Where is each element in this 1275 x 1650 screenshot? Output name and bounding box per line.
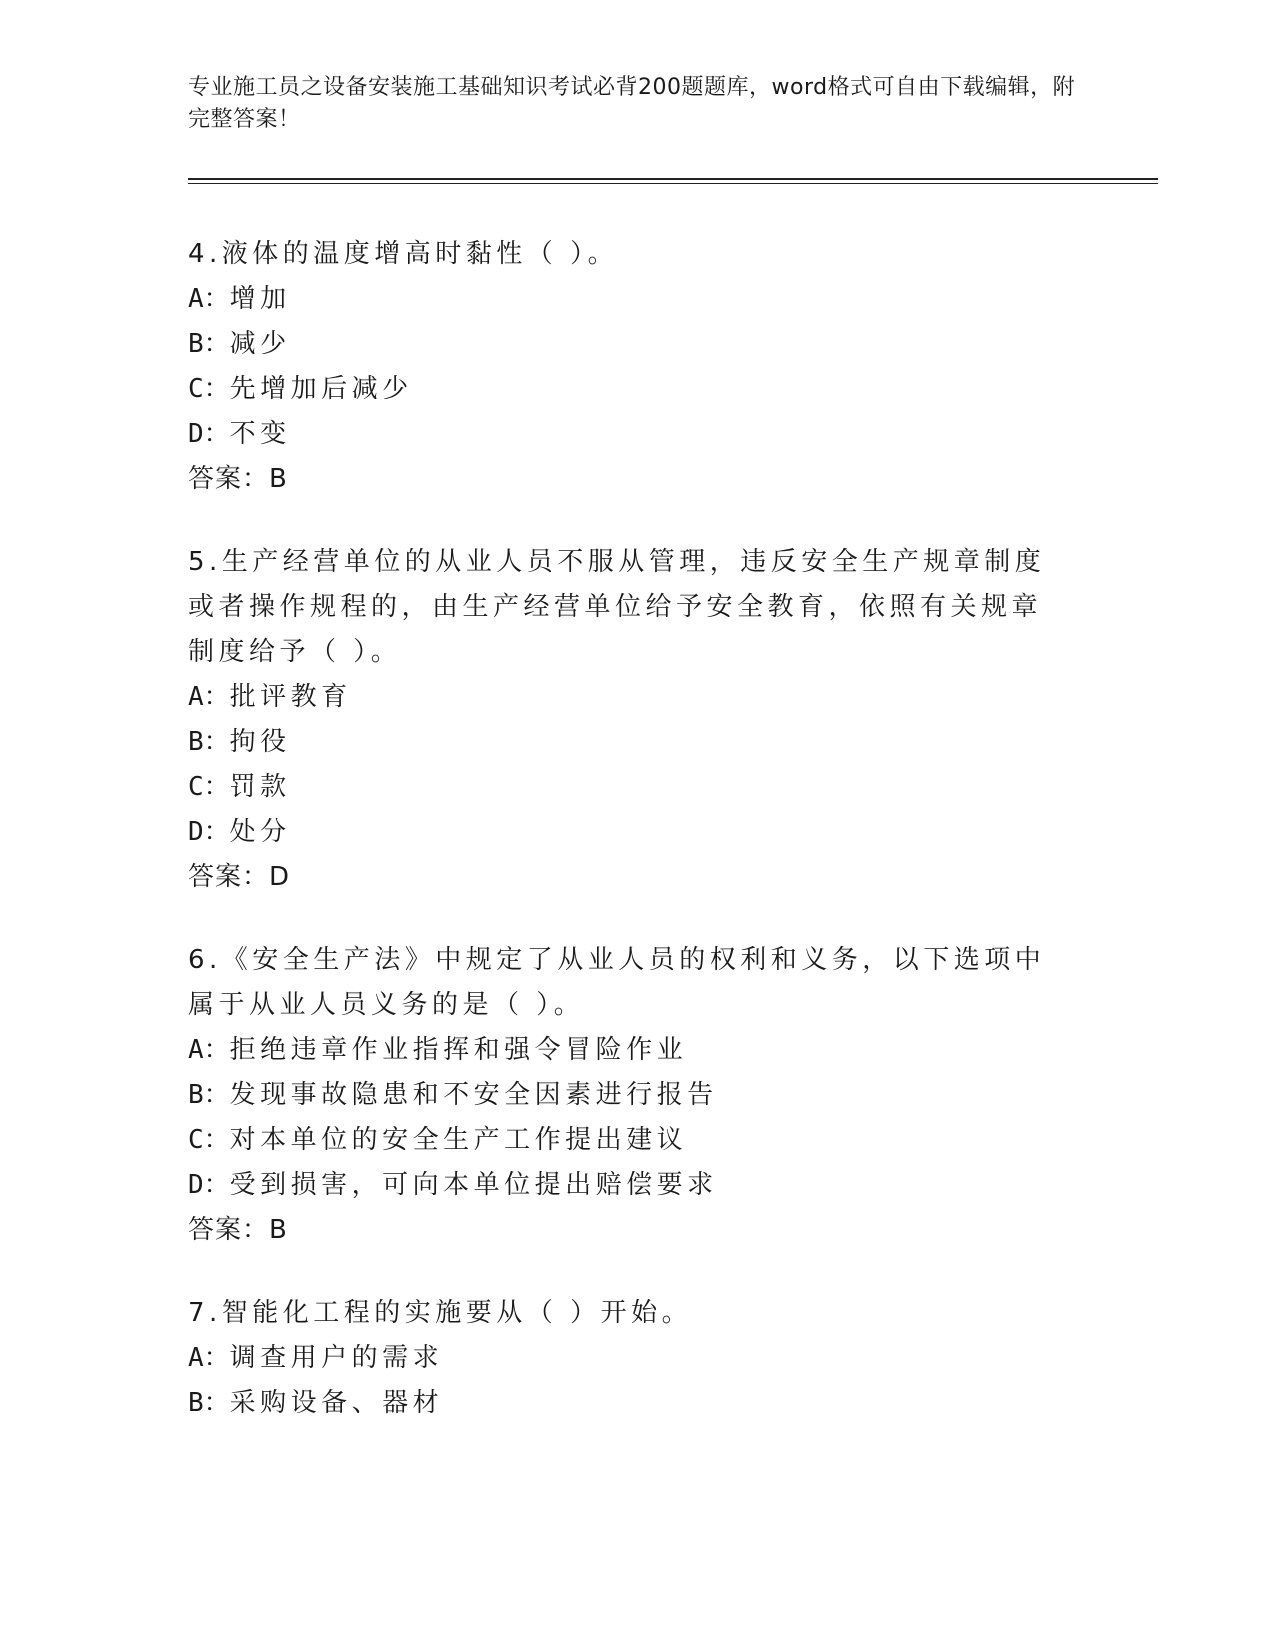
question-6 — [188, 938, 1068, 1253]
option-text: 减少 — [229, 329, 291, 359]
question-list — [188, 232, 1068, 1464]
option-text: 受到损害，可向本单位提出赔偿要求 — [229, 1170, 718, 1200]
header-title: 专业施工员之设备安装施工基础知识考试必背200题题库，word格式可自由下载编辑，附完整答案！ — [188, 75, 1076, 132]
question-7 — [188, 1291, 1068, 1426]
question-text: 7.智能化工程的实施要从（ ）开始。 — [188, 1298, 693, 1328]
question-text: 6.《安全生产法》中规定了从业人员的权利和义务，以下选项中属于从业人员义务的是（ ）。 — [188, 945, 1046, 1020]
option-text: 调查用户的需求 — [229, 1343, 444, 1373]
option-label: D： — [188, 419, 230, 449]
option-label: A： — [188, 1343, 230, 1373]
option-b — [188, 1381, 1068, 1426]
option-text: 发现事故隐患和不安全因素进行报告 — [229, 1080, 718, 1110]
option-label: A： — [188, 284, 230, 314]
option-label: D： — [188, 1170, 230, 1200]
option-d — [188, 412, 1068, 457]
option-label: C： — [188, 374, 230, 404]
option-c — [188, 1118, 1068, 1163]
option-label: D： — [188, 817, 230, 847]
question-4 — [188, 232, 1068, 502]
header-rule-thin — [188, 183, 1158, 184]
document-header — [188, 72, 1088, 136]
question-text: 4.液体的温度增高时黏性（ ）。 — [188, 239, 619, 269]
option-text: 先增加后减少 — [229, 374, 413, 404]
option-text: 拘役 — [229, 727, 291, 757]
option-label: A： — [188, 682, 230, 712]
answer-line: 答案：B — [188, 1215, 288, 1245]
option-c — [188, 367, 1068, 412]
answer-line: 答案：D — [188, 862, 291, 892]
option-text: 不变 — [229, 419, 291, 449]
option-label: B： — [188, 1388, 230, 1418]
option-label: A： — [188, 1035, 230, 1065]
option-label: B： — [188, 329, 230, 359]
option-a — [188, 675, 1068, 720]
option-label: C： — [188, 772, 230, 802]
option-b — [188, 1073, 1068, 1118]
option-label: B： — [188, 1080, 230, 1110]
option-text: 采购设备、器材 — [229, 1388, 444, 1418]
option-label: C： — [188, 1125, 230, 1155]
option-text: 增加 — [229, 284, 291, 314]
option-text: 处分 — [229, 817, 291, 847]
option-c — [188, 765, 1068, 810]
option-text: 对本单位的安全生产工作提出建议 — [229, 1125, 688, 1155]
question-text: 5.生产经营单位的从业人员不服从管理，违反安全生产规章制度或者操作规程的，由生产经营单位给予安全教育，依照有关规章制度给予（ ）。 — [188, 547, 1046, 667]
option-text: 批评教育 — [229, 682, 352, 712]
option-text: 罚款 — [229, 772, 291, 802]
option-b — [188, 720, 1068, 765]
answer-line: 答案：B — [188, 464, 288, 494]
option-a — [188, 1336, 1068, 1381]
option-label: B： — [188, 727, 230, 757]
option-d — [188, 1163, 1068, 1208]
option-a — [188, 277, 1068, 322]
question-5 — [188, 540, 1068, 900]
header-rule — [188, 178, 1158, 180]
option-text: 拒绝违章作业指挥和强令冒险作业 — [229, 1035, 688, 1065]
option-d — [188, 810, 1068, 855]
option-b — [188, 322, 1068, 367]
option-a — [188, 1028, 1068, 1073]
